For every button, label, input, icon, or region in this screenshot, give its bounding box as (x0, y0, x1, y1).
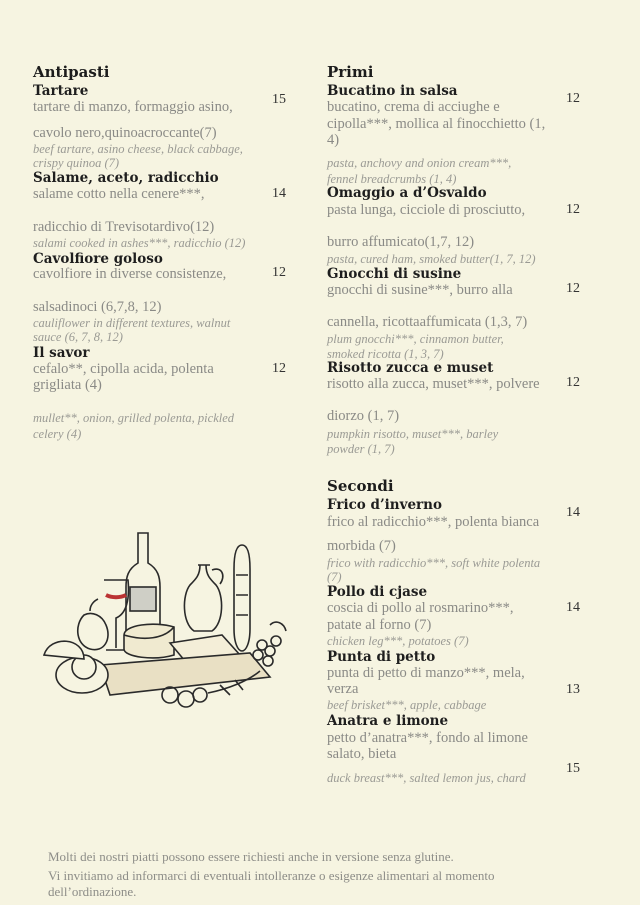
dish-description: cefalo**, cipolla acida, polenta (33, 361, 214, 377)
dish-title: Risotto zucca e muset (327, 360, 494, 376)
dish-translation: smoked ricotta (1, 3, 7) (327, 347, 444, 361)
dish-translation: powder (1, 7) (327, 442, 395, 456)
dish-price: 15 (566, 761, 580, 776)
dish-price: 12 (566, 375, 580, 390)
dish-description: pasta lunga, cicciole di prosciutto, (327, 202, 526, 218)
dish-description: salame cotto nella cenere***, (33, 186, 205, 202)
section-heading-antipasti: Antipasti (33, 63, 110, 81)
dish-translation: salami cooked in ashes***, radicchio (12) (33, 236, 246, 250)
dish-translation: beef brisket***, apple, cabbage (327, 698, 487, 712)
dish-translation: fennel breadcrumbs (1, 4) (327, 172, 457, 186)
dish-description: cannella, ricottaaffumicata (1,3, 7) (327, 314, 528, 330)
dish-price: 12 (566, 281, 580, 296)
dish-description: cavolo nero,quinoacroccante(7) (33, 125, 217, 141)
dish-description: 4) (327, 132, 340, 148)
dish-price: 14 (272, 186, 286, 201)
footer-note: Molti dei nostri piatti possono essere richiesti anche in versione senza glutine. (48, 849, 454, 864)
section-heading-secondi: Secondi (327, 477, 394, 495)
dish-translation: crispy quinoa (7) (33, 156, 120, 170)
dish-price: 14 (566, 600, 580, 615)
dish-title: Tartare (33, 83, 89, 99)
dish-title: Salame, aceto, radicchio (33, 170, 219, 186)
dish-translation: celery (4) (33, 427, 82, 441)
dish-description: frico al radicchio***, polenta bianca (327, 514, 540, 530)
dish-description: morbida (7) (327, 538, 396, 554)
dish-translation: pasta, anchovy and onion cream***, (327, 156, 512, 170)
footer-note: Vi invitiamo ad informarci di eventuali intolleranze o esigenze alimentari al momento (48, 868, 495, 883)
dish-description: salsadinoci (6,7,8, 12) (33, 299, 162, 315)
dish-description: verza (327, 681, 359, 697)
dish-title: Cavolfiore goloso (33, 251, 163, 267)
dish-description: patate al forno (7) (327, 617, 432, 633)
food-wine-illustration (40, 525, 300, 720)
dish-description: cavolfiore in diverse consistenze, (33, 266, 227, 282)
dish-title: Bucatino in salsa (327, 83, 458, 99)
section-heading-primi: Primi (327, 63, 374, 81)
dish-translation: beef tartare, asino cheese, black cabbage, (33, 142, 243, 156)
dish-title: Anatra e limone (327, 713, 449, 729)
dish-translation: pumpkin risotto, muset***, barley (327, 427, 499, 441)
dish-title: Frico d’inverno (327, 497, 442, 513)
dish-description: risotto alla zucca, muset***, polvere (327, 376, 540, 392)
dish-translation: (7) (327, 570, 342, 584)
footer-note: dell’ordinazione. (48, 884, 137, 899)
dish-description: bucatino, crema di acciughe e (327, 99, 500, 115)
dish-price: 12 (272, 361, 286, 376)
dish-title: Punta di petto (327, 649, 436, 665)
dish-translation: cauliflower in different textures, walnut (33, 316, 231, 330)
dish-description: burro affumicato(1,7, 12) (327, 234, 475, 250)
dish-price: 13 (566, 682, 580, 697)
dish-description: petto d’anatra***, fondo al limone (327, 730, 528, 746)
dish-description: grigliata (4) (33, 377, 102, 393)
dish-description: radicchio di Trevisotardivo(12) (33, 219, 215, 235)
dish-description: cipolla***, mollica al finocchietto (1, (327, 116, 546, 132)
dish-title: Omaggio a d’Osvaldo (327, 185, 487, 201)
dish-translation: pasta, cured ham, smoked butter(1, 7, 12) (327, 252, 536, 266)
dish-title: Il savor (33, 345, 90, 361)
dish-title: Gnocchi di susine (327, 266, 462, 282)
dish-price: 14 (566, 505, 580, 520)
dish-price: 12 (566, 91, 580, 106)
dish-description: diorzo (1, 7) (327, 408, 400, 424)
dish-description: punta di petto di manzo***, mela, (327, 665, 525, 681)
dish-description: coscia di pollo al rosmarino***, (327, 600, 514, 616)
dish-description: salato, bieta (327, 746, 397, 762)
dish-translation: sauce (6, 7, 8, 12) (33, 330, 123, 344)
dish-description: gnocchi di susine***, burro alla (327, 282, 513, 298)
dish-price: 12 (272, 265, 286, 280)
dish-price: 15 (272, 92, 286, 107)
dish-price: 12 (566, 202, 580, 217)
dish-translation: mullet**, onion, grilled polenta, pickled (33, 411, 235, 425)
dish-translation: plum gnocchi***, cinnamon butter, (327, 332, 504, 346)
dish-translation: duck breast***, salted lemon jus, chard (327, 771, 526, 785)
dish-description: tartare di manzo, formaggio asino, (33, 99, 233, 115)
dish-title: Pollo di cjase (327, 584, 428, 600)
dish-translation: chicken leg***, potatoes (7) (327, 634, 469, 648)
dish-translation: frico with radicchio***, soft white polenta (327, 556, 541, 570)
